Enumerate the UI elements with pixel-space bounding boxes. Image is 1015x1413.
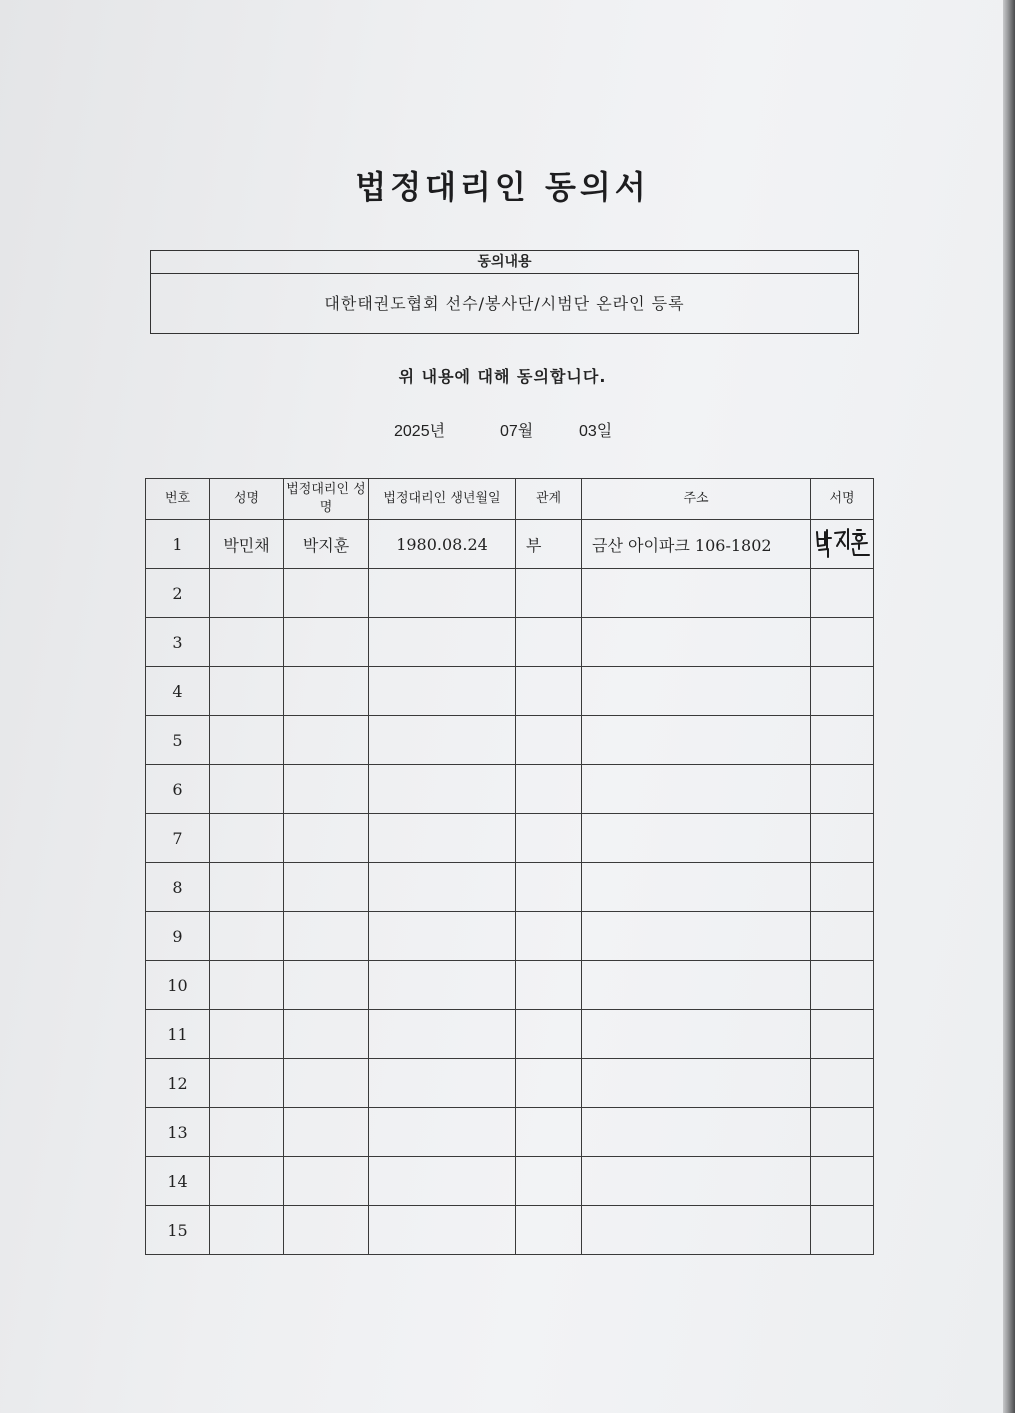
- table-row: [146, 912, 874, 961]
- cell-no: 10: [146, 961, 210, 1010]
- cell-guardian-name: [284, 1157, 369, 1206]
- cell-address: [582, 1108, 811, 1157]
- cell-guardian-birth: [369, 961, 516, 1010]
- cell-name: [210, 814, 284, 863]
- cell-relation: [516, 1157, 582, 1206]
- cell-guardian-name: [284, 814, 369, 863]
- cell-address: [582, 1206, 811, 1255]
- table-row: [146, 1108, 874, 1157]
- cell-address: [582, 814, 811, 863]
- cell-signature: [811, 1010, 874, 1059]
- cell-relation: [516, 667, 582, 716]
- cell-name: [210, 912, 284, 961]
- table-row: [146, 863, 874, 912]
- cell-address: [582, 716, 811, 765]
- consent-box: [150, 250, 859, 334]
- cell-guardian-name: [284, 569, 369, 618]
- cell-address: 금산 아이파크 106-1802: [582, 520, 811, 569]
- table-row: [146, 569, 874, 618]
- cell-address: [582, 1010, 811, 1059]
- date-month: 07월: [500, 423, 534, 440]
- consent-content: 대한태권도협회 선수/봉사단/시범단 온라인 등록: [324, 294, 685, 313]
- table-row: [146, 1010, 874, 1059]
- cell-guardian-name: [284, 1059, 369, 1108]
- cell-relation: [516, 1206, 582, 1255]
- cell-guardian-birth: [369, 1157, 516, 1206]
- cell-signature: [811, 520, 874, 569]
- guardian-table: [145, 478, 874, 1255]
- cell-no: 8: [146, 863, 210, 912]
- cell-no: 6: [146, 765, 210, 814]
- cell-relation: [516, 765, 582, 814]
- cell-signature: [811, 1206, 874, 1255]
- consent-header: 동의내용: [151, 251, 858, 274]
- cell-relation: [516, 961, 582, 1010]
- cell-name: [210, 1206, 284, 1255]
- cell-guardian-birth: [369, 863, 516, 912]
- cell-name: [210, 1108, 284, 1157]
- cell-signature: [811, 667, 874, 716]
- cell-guardian-birth: [369, 1059, 516, 1108]
- table-row: [146, 814, 874, 863]
- cell-name: [210, 1059, 284, 1108]
- cell-relation: [516, 1108, 582, 1157]
- header-address: 주소: [582, 479, 811, 520]
- cell-guardian-birth: [369, 716, 516, 765]
- cell-address: [582, 961, 811, 1010]
- cell-name: 박민채: [210, 520, 284, 569]
- handwritten-signature: [813, 524, 871, 560]
- cell-address: [582, 618, 811, 667]
- cell-name: [210, 765, 284, 814]
- cell-no: 2: [146, 569, 210, 618]
- cell-guardian-birth: [369, 618, 516, 667]
- cell-signature: [811, 1108, 874, 1157]
- cell-guardian-name: [284, 1010, 369, 1059]
- cell-guardian-name: [284, 1206, 369, 1255]
- header-signature: 서명: [811, 479, 874, 520]
- cell-signature: [811, 765, 874, 814]
- agree-statement: 위 내용에 대해 동의합니다.: [398, 367, 607, 386]
- header-guardian-name: 법정대리인 성명: [284, 479, 369, 520]
- cell-guardian-name: [284, 618, 369, 667]
- cell-signature: [811, 618, 874, 667]
- cell-address: [582, 1059, 811, 1108]
- cell-relation: [516, 912, 582, 961]
- header-name: 성명: [210, 479, 284, 520]
- table-header-row: [146, 479, 874, 520]
- header-no: 번호: [146, 479, 210, 520]
- cell-name: [210, 618, 284, 667]
- cell-signature: [811, 569, 874, 618]
- document-title: 법정대리인 동의서: [355, 168, 650, 206]
- cell-name: [210, 961, 284, 1010]
- cell-no: 5: [146, 716, 210, 765]
- cell-name: [210, 1010, 284, 1059]
- cell-guardian-birth: [369, 1010, 516, 1059]
- table-row: [146, 618, 874, 667]
- cell-relation: [516, 814, 582, 863]
- cell-name: [210, 667, 284, 716]
- cell-guardian-name: [284, 1108, 369, 1157]
- cell-relation: [516, 863, 582, 912]
- cell-signature: [811, 814, 874, 863]
- cell-guardian-name: [284, 912, 369, 961]
- cell-address: [582, 569, 811, 618]
- cell-address: [582, 765, 811, 814]
- cell-relation: [516, 569, 582, 618]
- cell-guardian-birth: 1980.08.24: [369, 520, 516, 569]
- cell-relation: 부: [516, 520, 582, 569]
- cell-no: 11: [146, 1010, 210, 1059]
- cell-signature: [811, 961, 874, 1010]
- table-row: [146, 520, 874, 569]
- cell-address: [582, 1157, 811, 1206]
- header-relation: 관계: [516, 479, 582, 520]
- cell-no: 9: [146, 912, 210, 961]
- cell-name: [210, 569, 284, 618]
- cell-guardian-birth: [369, 667, 516, 716]
- date-day: 03일: [579, 423, 613, 440]
- cell-relation: [516, 716, 582, 765]
- cell-guardian-birth: [369, 569, 516, 618]
- table-row: [146, 961, 874, 1010]
- cell-guardian-name: [284, 667, 369, 716]
- cell-no: 3: [146, 618, 210, 667]
- cell-no: 1: [146, 520, 210, 569]
- cell-no: 7: [146, 814, 210, 863]
- table-row: [146, 765, 874, 814]
- cell-guardian-name: [284, 961, 369, 1010]
- cell-guardian-birth: [369, 814, 516, 863]
- cell-guardian-name: [284, 716, 369, 765]
- cell-address: [582, 863, 811, 912]
- header-guardian-birth: 법정대리인 생년월일: [369, 479, 516, 520]
- cell-guardian-name: [284, 863, 369, 912]
- cell-guardian-name: [284, 765, 369, 814]
- table-row: [146, 667, 874, 716]
- date-year: 2025년: [394, 423, 446, 440]
- cell-signature: [811, 863, 874, 912]
- paper-edge-shadow: [1003, 0, 1015, 1413]
- cell-name: [210, 863, 284, 912]
- cell-name: [210, 716, 284, 765]
- cell-signature: [811, 716, 874, 765]
- cell-relation: [516, 1059, 582, 1108]
- cell-relation: [516, 1010, 582, 1059]
- cell-guardian-birth: [369, 1206, 516, 1255]
- table-row: [146, 1206, 874, 1255]
- cell-guardian-birth: [369, 765, 516, 814]
- table-row: [146, 1059, 874, 1108]
- cell-address: [582, 912, 811, 961]
- table-row: [146, 716, 874, 765]
- cell-no: 15: [146, 1206, 210, 1255]
- cell-name: [210, 1157, 284, 1206]
- cell-signature: [811, 1157, 874, 1206]
- cell-relation: [516, 618, 582, 667]
- cell-no: 4: [146, 667, 210, 716]
- cell-address: [582, 667, 811, 716]
- cell-guardian-birth: [369, 1108, 516, 1157]
- table-row: [146, 1157, 874, 1206]
- cell-signature: [811, 912, 874, 961]
- cell-guardian-birth: [369, 912, 516, 961]
- cell-no: 12: [146, 1059, 210, 1108]
- cell-no: 13: [146, 1108, 210, 1157]
- cell-guardian-name: 박지훈: [284, 520, 369, 569]
- cell-no: 14: [146, 1157, 210, 1206]
- cell-signature: [811, 1059, 874, 1108]
- table-body: [146, 520, 874, 1255]
